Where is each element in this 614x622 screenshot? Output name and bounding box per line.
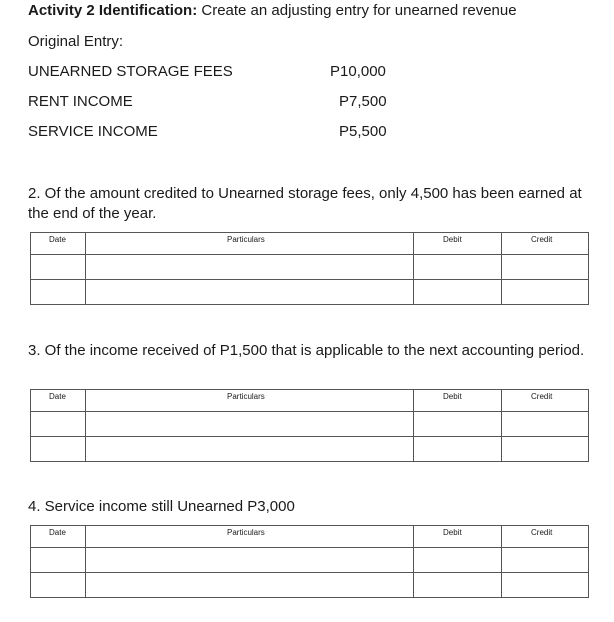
entry-amount-1: P10,000 (330, 63, 386, 80)
table-row (31, 255, 589, 280)
original-entry-label: Original Entry: (28, 33, 124, 50)
credit-cell[interactable] (502, 412, 589, 437)
date-cell[interactable] (31, 255, 86, 280)
date-header: Date (31, 233, 86, 255)
debit-header: Debit (414, 390, 502, 412)
date-cell[interactable] (31, 548, 86, 573)
debit-cell[interactable] (414, 437, 502, 462)
problem-2-text: 2. Of the amount credited to Unearned storage fees, only 4,500 has been earned at the end of the year. (28, 185, 582, 222)
date-cell[interactable] (31, 280, 86, 305)
entry-account-2: RENT INCOME (28, 93, 133, 110)
debit-cell[interactable] (414, 280, 502, 305)
journal-table-4 (30, 525, 589, 598)
problem-4-text: 4. Service income still Unearned P3,000 (28, 498, 295, 515)
date-cell[interactable] (31, 573, 86, 598)
credit-cell[interactable] (502, 437, 589, 462)
table-row (31, 437, 589, 462)
credit-cell[interactable] (502, 548, 589, 573)
particulars-cell[interactable] (86, 573, 414, 598)
credit-header: Credit (502, 233, 589, 255)
journal-table-3 (30, 389, 589, 462)
table-row (31, 573, 589, 598)
debit-cell[interactable] (414, 255, 502, 280)
date-header: Date (31, 526, 86, 548)
date-header: Date (31, 390, 86, 412)
table-row (31, 280, 589, 305)
credit-cell[interactable] (502, 255, 589, 280)
journal-table-2 (30, 232, 589, 305)
particulars-cell[interactable] (86, 412, 414, 437)
table-row (31, 548, 589, 573)
particulars-header: Particulars (86, 526, 414, 548)
activity-title (28, 1, 517, 20)
particulars-cell[interactable] (86, 280, 414, 305)
debit-header: Debit (414, 233, 502, 255)
activity-title-rest: Create an adjusting entry for unearned revenue (197, 2, 517, 19)
debit-cell[interactable] (414, 573, 502, 598)
activity-title-bold: Activity 2 Identification: (28, 2, 198, 19)
credit-header: Credit (502, 526, 589, 548)
entry-account-1: UNEARNED STORAGE FEES (28, 63, 233, 80)
problem-3-text: 3. Of the income received of P1,500 that is applicable to the next accounting period. (28, 342, 585, 359)
particulars-header: Particulars (86, 233, 414, 255)
particulars-cell[interactable] (86, 437, 414, 462)
entry-account-3: SERVICE INCOME (28, 123, 158, 140)
particulars-header: Particulars (86, 390, 414, 412)
entry-amount-3: P5,500 (339, 123, 387, 140)
credit-cell[interactable] (502, 573, 589, 598)
credit-header: Credit (502, 390, 589, 412)
debit-cell[interactable] (414, 412, 502, 437)
particulars-cell[interactable] (86, 548, 414, 573)
particulars-cell[interactable] (86, 255, 414, 280)
entry-amount-2: P7,500 (339, 93, 387, 110)
debit-header: Debit (414, 526, 502, 548)
debit-cell[interactable] (414, 548, 502, 573)
date-cell[interactable] (31, 437, 86, 462)
credit-cell[interactable] (502, 280, 589, 305)
date-cell[interactable] (31, 412, 86, 437)
table-row (31, 412, 589, 437)
